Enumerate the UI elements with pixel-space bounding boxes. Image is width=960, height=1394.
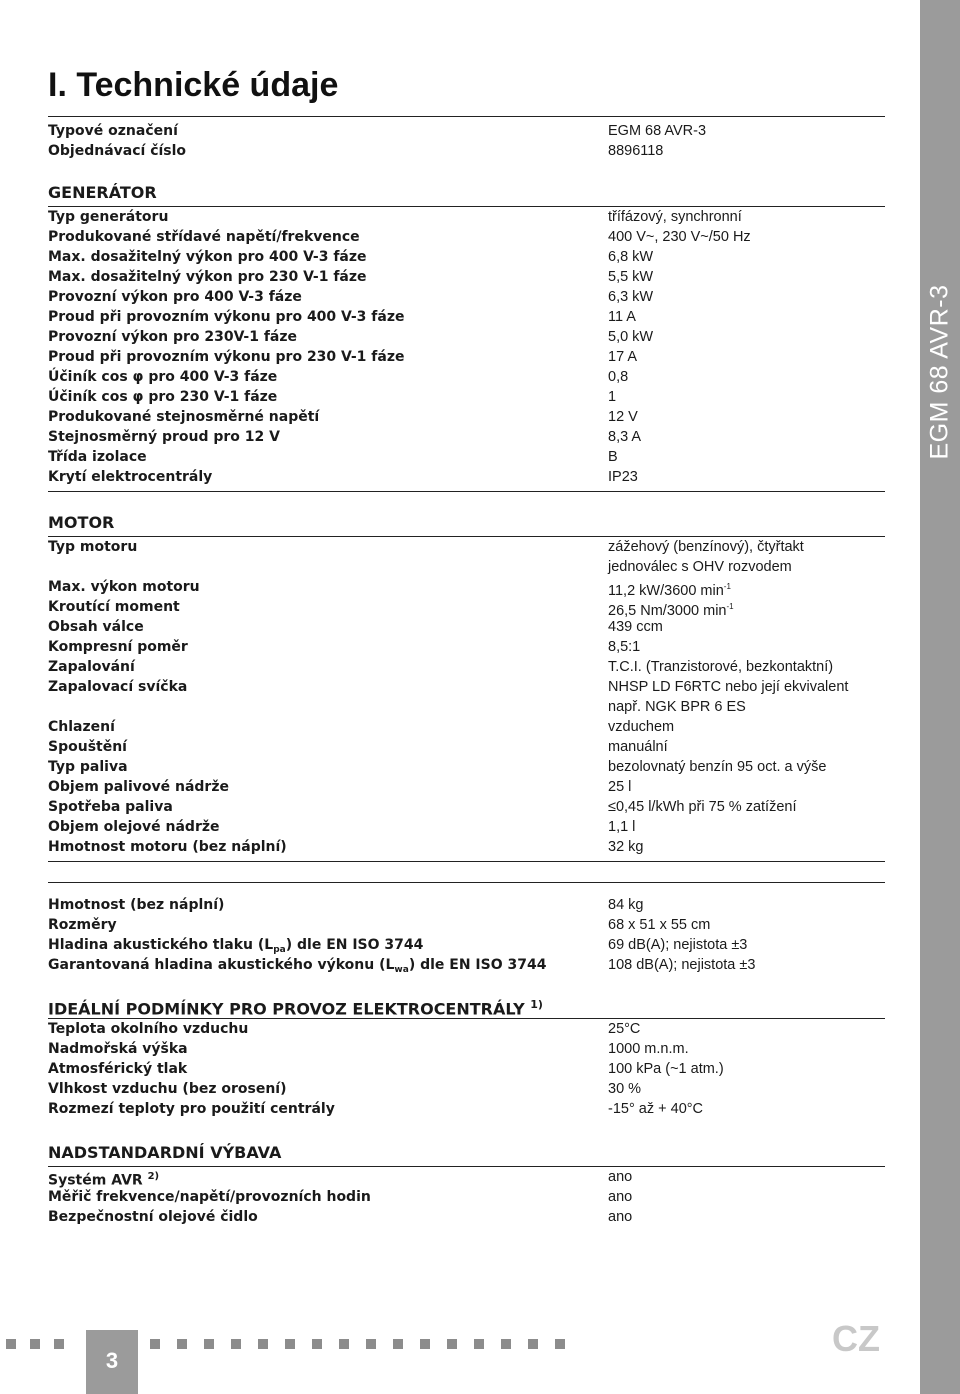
spec-row [48,1207,885,1227]
footer-square [339,1339,349,1349]
footer-square [312,1339,322,1349]
footer-square [6,1339,16,1349]
spec-value [608,677,848,717]
spec-label: Typ paliva [48,759,128,775]
spec-row [48,955,885,975]
spec-value-text: 11,2 kW/3600 min [608,582,724,599]
spec-row [48,817,885,837]
spec-value: 84 kg [608,897,644,913]
spec-value: T.C.I. (Tranzistorové, bezkontaktní) [608,659,834,675]
spec-row [48,577,885,597]
footer-square [555,1339,565,1349]
spec-label: Max. výkon motoru [48,579,200,595]
motor-section [48,510,885,862]
spec-label: Produkované stejnosměrné napětí [48,409,320,425]
section-heading-extras: NADSTANDARDNÍ VÝBAVA [48,1140,885,1167]
spec-row [48,895,885,915]
spec-value: 8,5:1 [608,639,641,655]
spec-row [48,387,885,407]
spec-value: 6,3 kW [608,289,654,305]
footer-dots [0,1325,920,1355]
spec-value-line: NHSP LD F6RTC nebo její ekvivalent [608,679,849,695]
spec-value: 0,8 [608,369,629,385]
spec-value: 25 l [608,779,632,795]
exponent: -1 [726,602,734,611]
spec-value: 69 dB(A); nejistota ±3 [608,937,748,953]
footer-square [528,1339,538,1349]
spec-value: 108 dB(A); nejistota ±3 [608,957,756,973]
spec-row [48,537,885,577]
spec-label: Proud při provozním výkonu pro 230 V-1 fáze [48,349,405,365]
spec-row [48,407,885,427]
spec-value [608,537,804,577]
spec-value: 12 V [608,409,638,425]
spec-value: 11 A [608,309,636,325]
spec-label: Atmosférický tlak [48,1061,188,1077]
spec-value: -15° až + 40°C [608,1101,704,1117]
spec-value: 6,8 kW [608,249,654,265]
spec-label: Kroutící moment [48,599,180,615]
spec-row [48,1039,885,1059]
spec-label: Účiník cos φ pro 400 V-3 fáze [48,369,278,385]
spec-row [48,1167,885,1187]
spec-value: 30 % [608,1081,642,1097]
spec-row [48,617,885,637]
spec-label: Produkované střídavé napětí/frekvence [48,229,360,245]
spec-value-line: např. NGK BPR 6 ES [608,699,746,715]
spec-label: Max. dosažitelný výkon pro 400 V-3 fáze [48,249,367,265]
spec-label: Obsah válce [48,619,144,635]
spec-value: třífázový, synchronní [608,209,742,225]
spec-row [48,915,885,935]
spec-value-line: jednoválec s OHV rozvodem [608,559,792,575]
spec-row [48,637,885,657]
exponent: -1 [723,582,731,591]
spec-row [48,777,885,797]
footer-square [447,1339,457,1349]
spec-label: Zapalovací svíčka [48,679,188,695]
spec-value: 5,0 kW [608,329,654,345]
spec-value-line: zážehový (benzínový), čtyřtakt [608,539,804,555]
spec-value: 8896118 [608,143,664,159]
footer-square [204,1339,214,1349]
spec-row [48,935,885,955]
spec-value: 100 kPa (~1 atm.) [608,1061,724,1077]
spec-label: Typ generátoru [48,209,169,225]
identification-block [48,116,885,161]
spec-label: Třída izolace [48,449,147,465]
spec-value: 5,5 kW [608,269,654,285]
spec-row [48,1079,885,1099]
spec-label: Chlazení [48,719,115,735]
extras-section [48,1140,885,1227]
language-code: CZ [832,1318,880,1359]
side-tab [920,0,960,1394]
footer-square [177,1339,187,1349]
spec-label: Rozměry [48,917,117,933]
page-title: I. Technické údaje [48,66,339,104]
spec-value: IP23 [608,469,638,485]
spec-label: Stejnosměrný proud pro 12 V [48,429,280,445]
spec-value: bezolovnatý benzín 95 oct. a výše [608,759,827,775]
footer-square [150,1339,160,1349]
footer-square [366,1339,376,1349]
footer-square [474,1339,484,1349]
spec-row [48,1187,885,1207]
footer-square [393,1339,403,1349]
spec-row [48,121,885,141]
spec-label: Zapalování [48,659,135,675]
spec-value: 17 A [608,349,638,365]
spec-row [48,327,885,347]
general-section [48,882,885,975]
spec-label: Hmotnost (bez náplní) [48,897,225,913]
spec-value: 439 ccm [608,619,663,635]
spec-label: Objem olejové nádrže [48,819,220,835]
spec-value: B [608,449,618,465]
generator-section [48,180,885,492]
spec-value: ano [608,1169,633,1185]
spec-value: ≤0,45 l/kWh při 75 % zatížení [608,799,797,815]
footer-square [30,1339,40,1349]
spec-label: Garantovaná hladina akustického výkonu $(L_{wa})$ dle EN ISO 3744 [48,957,547,975]
spec-row [48,717,885,737]
spec-value: vzduchem [608,719,675,735]
spec-row [48,427,885,447]
spec-label: Typové označení [48,123,178,139]
spec-row [48,597,885,617]
spec-label: Provozní výkon pro 230V-1 fáze [48,329,298,345]
spec-row [48,757,885,777]
spec-label: Teplota okolního vzduchu [48,1021,249,1037]
spec-row [48,837,885,857]
spec-row [48,141,885,161]
spec-label: Rozmezí teploty pro použití centrály [48,1101,335,1117]
footer-square [54,1339,64,1349]
spec-row [48,1099,885,1119]
spec-row [48,247,885,267]
spec-value: 400 V~, 230 V~/50 Hz [608,229,751,245]
spec-label: Max. dosažitelný výkon pro 230 V-1 fáze [48,269,367,285]
footer-square [285,1339,295,1349]
footer-square [231,1339,241,1349]
spec-row [48,797,885,817]
section-heading-conditions: IDEÁLNÍ PODMÍNKY PRO PROVOZ ELEKTROCENTRÁLY $^{1)}$ [48,992,885,1019]
footer-square [501,1339,511,1349]
page-number: 3 [105,1348,119,1373]
spec-row [48,467,885,487]
section-heading-generator: GENERÁTOR [48,180,885,207]
spec-row [48,307,885,327]
spec-row [48,347,885,367]
spec-row [48,367,885,387]
spec-value: ano [608,1189,633,1205]
page-number-box [86,1330,138,1394]
spec-label: Proud při provozním výkonu pro 400 V-3 fáze [48,309,405,325]
spec-value-text: 26,5 Nm/3000 min [608,602,727,619]
spec-label: Měřič frekvence/napětí/provozních hodin [48,1189,371,1205]
section-heading-motor: MOTOR [48,510,885,537]
spec-row [48,447,885,467]
footer-square [420,1339,430,1349]
spec-label: Krytí elektrocentrály [48,469,213,485]
spec-label: Kompresní poměr [48,639,188,655]
spec-value: 25°C [608,1021,641,1037]
conditions-section [48,992,885,1119]
spec-label: Typ motoru [48,539,138,555]
spec-label: Bezpečnostní olejové čidlo [48,1209,258,1225]
spec-row [48,737,885,757]
spec-row [48,677,885,717]
spec-value: ano [608,1209,633,1225]
spec-value: 1,1 l [608,819,636,835]
spec-label: Provozní výkon pro 400 V-3 fáze [48,289,302,305]
spec-row [48,1059,885,1079]
side-model-label: EGM 68 AVR-3 [925,284,954,460]
spec-row [48,267,885,287]
spec-label: Objem palivové nádrže [48,779,229,795]
spec-row [48,1019,885,1039]
spec-value: 1000 m.n.m. [608,1041,689,1057]
spec-value: 32 kg [608,839,644,855]
spec-label: Objednávací číslo [48,143,187,159]
spec-label: Spotřeba paliva [48,799,173,815]
spec-value: EGM 68 AVR-3 [608,123,707,139]
spec-label: Systém AVR $^{2)}$ [48,1171,160,1189]
spec-row [48,227,885,247]
spec-label: Vlhkost vzduchu (bez orosení) [48,1081,287,1097]
spec-value: 1 [608,389,617,405]
spec-row [48,287,885,307]
spec-label: Hmotnost motoru (bez náplní) [48,839,287,855]
spec-value: 68 x 51 x 55 cm [608,917,711,933]
footer-square [258,1339,268,1349]
spec-value: manuální [608,739,668,755]
spec-row [48,207,885,227]
spec-label: Hladina akustického tlaku $(L_{pa})$ dle EN ISO 3744 [48,937,424,955]
spec-value: 8,3 A [608,429,642,445]
spec-row [48,657,885,677]
spec-label: Spouštění [48,739,127,755]
spec-label: Účiník cos φ pro 230 V-1 fáze [48,389,278,405]
spec-label: Nadmořská výška [48,1041,188,1057]
